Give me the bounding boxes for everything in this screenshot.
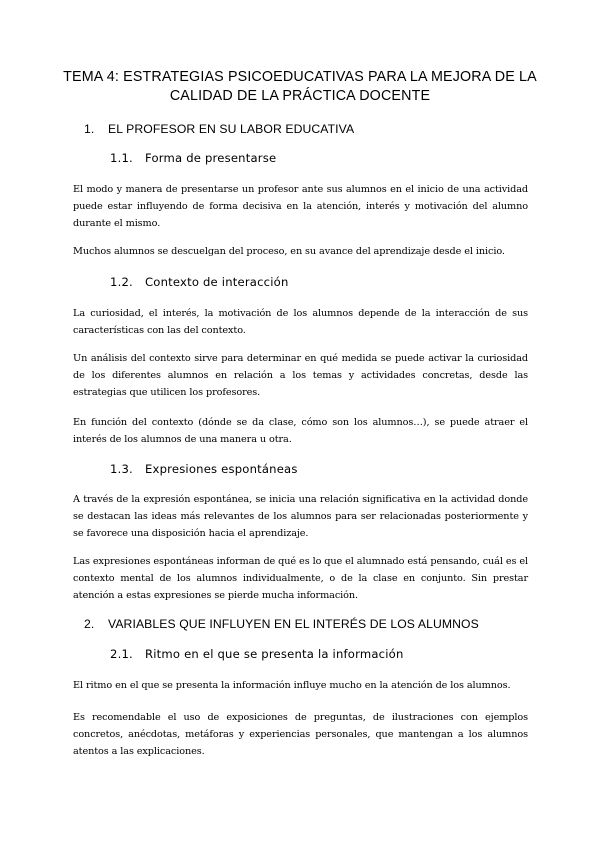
paragraph-1-1-a: El modo y manera de presentarse un profesor ante sus alumnos en el inicio de una actividad puede estar influyendo de forma decisiva en la atención, interés y motivación del alumno durante el mismo. [73,184,528,229]
section-2-title: VARIABLES QUE INFLUYEN EN EL INTERÉS DE LOS ALUMNOS [108,617,479,631]
paragraph-1-3-a: A través de la expresión espontánea, se inicia una relación significativa en la actividad donde se destacan las ideas más relevantes de los alumnos para ser relacionadas posteriormente y se favorece una disposición hacia el aprendizaje. [73,494,528,539]
paragraph-1-1-b: Muchos alumnos se descuelgan del proceso, en su avance del aprendizaje desde el inicio. [73,246,505,257]
subsection-2-1-heading [110,646,510,662]
subsection-1-1-title: Forma de presentarse [145,151,277,165]
paragraph-1-2-c: En función del contexto (dónde se da clase, cómo son los alumnos…), se puede atraer el interés de los alumnos de una manera u otra. [73,417,528,445]
document-title: TEMA 4: ESTRATEGIAS PSICOEDUCATIVAS PARA LA MEJORA DE LA CALIDAD DE LA PRÁCTICA DOCENTE [63,69,537,104]
subsection-1-2-number: 1.2. [110,275,133,289]
section-1-heading [84,121,484,137]
subsection-1-1-heading [110,150,510,166]
subsection-2-1-title: Ritmo en el que se presenta la información [145,647,404,661]
paragraph-2-1-b: Es recomendable el uso de exposiciones de preguntas, de ilustraciones con ejemplos concretos, anécdotas, metáforas y experiencias personales, que mantengan a los alumnos atentos a las explicaciones. [73,712,528,757]
paragraph-1-2-a: La curiosidad, el interés, la motivación de los alumnos depende de la interacción de sus características con las del contexto. [73,308,528,336]
paragraph-1-2-b: Un análisis del contexto sirve para determinar en qué medida se puede activar la curiosidad de los diferentes alumnos en relación a los temas y actividades concretas, desde las estrategias que utilicen los profesores. [73,353,528,398]
section-2-heading [84,616,534,632]
section-2-number: 2. [84,617,95,631]
subsection-1-2-heading [110,274,510,290]
section-1-number: 1. [84,122,95,136]
subsection-1-3-heading [110,461,510,477]
subsection-1-3-number: 1.3. [110,462,133,476]
subsection-1-2-title: Contexto de interacción [145,275,289,289]
paragraph-1-3-b: Las expresiones espontáneas informan de qué es lo que el alumnado está pensando, cuál es el contexto mental de los alumnos individualmente, o de la clase en conjunto. Sin prestar atención a estas expresiones se pierde mucha información. [73,556,528,601]
subsection-1-1-number: 1.1. [110,151,133,165]
section-1-title: EL PROFESOR EN SU LABOR EDUCATIVA [108,122,355,136]
paragraph-2-1-a: El ritmo en el que se presenta la información influye mucho en la atención de los alumnos. [73,680,511,691]
subsection-2-1-number: 2.1. [110,647,133,661]
subsection-1-3-title: Expresiones espontáneas [145,462,298,476]
